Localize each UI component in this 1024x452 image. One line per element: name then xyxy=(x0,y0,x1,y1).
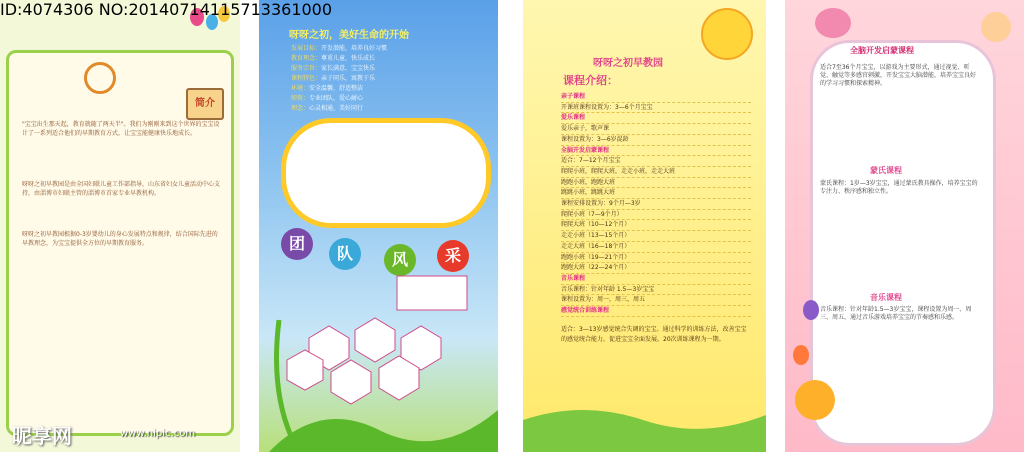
course-line: 爱乐课程 xyxy=(561,113,751,124)
course-line: 爬爬大班（10—12个月） xyxy=(561,220,751,231)
section-body-2: 音乐课程：针对年龄1.5—3岁宝宝，课程设置为周一、周三、周五，通过音乐游戏培养宝宝的节奏感和乐感。 xyxy=(820,306,972,321)
course-line: 音乐课程 xyxy=(561,274,751,285)
info-item: 服务宗旨：家长满意，宝宝快乐 xyxy=(291,65,376,72)
info-item: 理念：心灵相通，美好同行 xyxy=(291,105,364,112)
info-item: 课程特色：亲子同乐，寓教于乐 xyxy=(291,75,376,82)
butterfly-icon xyxy=(815,8,851,38)
sun-icon xyxy=(84,62,116,94)
team-char-4: 采 xyxy=(437,240,469,272)
info-item: 师资：专业团队，爱心耐心 xyxy=(291,95,364,102)
intro-title: 简介 xyxy=(186,88,224,120)
course-line: 跑跑小班，跑跑大班 xyxy=(561,178,751,189)
course-line: 适合：7—12个月宝宝 xyxy=(561,156,751,167)
photo-cloud-frame xyxy=(281,118,491,228)
course-line: 课程设置为：3—6岁混龄 xyxy=(561,135,751,146)
sun-face-icon xyxy=(701,8,753,60)
team-char-2: 队 xyxy=(329,238,361,270)
info-item: 发展目标：开发潜能，培养良好习惯 xyxy=(291,45,388,52)
course-line: 爱乐亲子，歌声课 xyxy=(561,124,751,135)
brain-headline: 全脑开发启蒙课程 xyxy=(850,46,914,55)
team-info-list xyxy=(291,44,491,114)
section-body-1: 蒙氏课程：1岁—3岁宝宝，通过蒙氏教具操作，培养宝宝的专注力、秩序感和独立性。 xyxy=(820,180,978,195)
team-char-1: 团 xyxy=(281,228,313,260)
courses-headline: 呀呀之初早教园 xyxy=(593,58,663,69)
grass-decoration xyxy=(523,390,766,452)
content-card xyxy=(810,40,996,446)
panel-intro xyxy=(0,0,240,452)
image-id: ID:4074306 NO:20140714115713361000 xyxy=(0,0,333,19)
course-line: 跑跑小班（19—21个月） xyxy=(561,253,751,264)
course-line: 开课班课程设置为：3—6个月宝宝 xyxy=(561,103,751,114)
course-line: 爬爬小班，爬爬大班，走走小班，走走大班 xyxy=(561,167,751,178)
team-headline: 呀呀之初，美好生命的开始 xyxy=(289,30,409,41)
panel-courses xyxy=(523,0,766,452)
balloon-decoration xyxy=(793,345,809,365)
child-avatar xyxy=(981,12,1011,42)
intro-paragraph-1: "宝宝出生那天起，教育就随了两天半"。我们为刚刚来到这个世界的宝宝设计了一系列适合他们的早期教育方式，让宝宝能健康快乐地成长。 xyxy=(22,121,220,137)
info-item: 教育理念：尊重儿童，快乐成长 xyxy=(291,55,376,62)
intro-paragraph-2: 呀呀之初早教园是由全国妇联儿童工作部指导，山东省妇女儿童活动中心支持，由淄博市妇联主管的淄博市首家专业早教机构。 xyxy=(22,181,221,197)
course-line: 音乐课程：针对年龄 1.5—3岁宝宝 xyxy=(561,285,751,296)
course-line: 走走小班（13—15个月） xyxy=(561,231,751,242)
courses-subtitle: 课程介绍： xyxy=(563,74,618,87)
balloon-decoration xyxy=(803,300,819,320)
course-line: 跳跳小班，跳跳大班 xyxy=(561,188,751,199)
photo-frames xyxy=(259,260,498,452)
intro-paragraph-3: 呀呀之初早教园根据0-3岁婴幼儿的身心发展特点和规律，结合国际先进的早教理念，为宝宝提供全方位的早期教育服务。 xyxy=(22,231,218,247)
brain-intro: 适合7至36个月宝宝，以游戏为主要形式，通过视觉、听觉、触觉等多感官刺激，开发宝宝大脑潜能，培养宝宝良好的学习习惯和探索精神。 xyxy=(820,64,977,87)
panel-team xyxy=(259,0,498,452)
courses-body: 适合：3—13岁感觉统合失调的宝宝。通过科学的训练方法，改善宝宝的感觉统合能力，促进宝宝全面发展。20次训练课程为一期。 xyxy=(561,326,747,343)
course-line: 课程安排设置为：9个月—3岁 xyxy=(561,199,751,210)
watermark-url: www.nipic.com xyxy=(120,428,196,439)
course-line: 跑跑大班（22—24个月） xyxy=(561,263,751,274)
course-line: 走走大班（16—18个月） xyxy=(561,242,751,253)
section-title-2: 音乐课程 xyxy=(870,293,902,302)
info-item: 环境：安全温馨，舒适整洁 xyxy=(291,85,364,92)
watermark-logo: 昵享网 xyxy=(12,424,72,448)
course-line: 课程设置为：周一，周三，周五 xyxy=(561,295,751,306)
mushroom-house-icon xyxy=(795,380,835,420)
course-line: 全脑开发启蒙课程 xyxy=(561,146,751,157)
panel-brain xyxy=(785,0,1024,452)
team-char-3: 风 xyxy=(384,244,416,276)
section-title-1: 蒙氏课程 xyxy=(870,166,902,175)
course-line: 感觉统合训练课程 xyxy=(561,306,751,317)
course-line: 爬爬小班（7—9个月） xyxy=(561,210,751,221)
course-line: 亲子课程 xyxy=(561,92,751,103)
course-list xyxy=(561,92,751,317)
